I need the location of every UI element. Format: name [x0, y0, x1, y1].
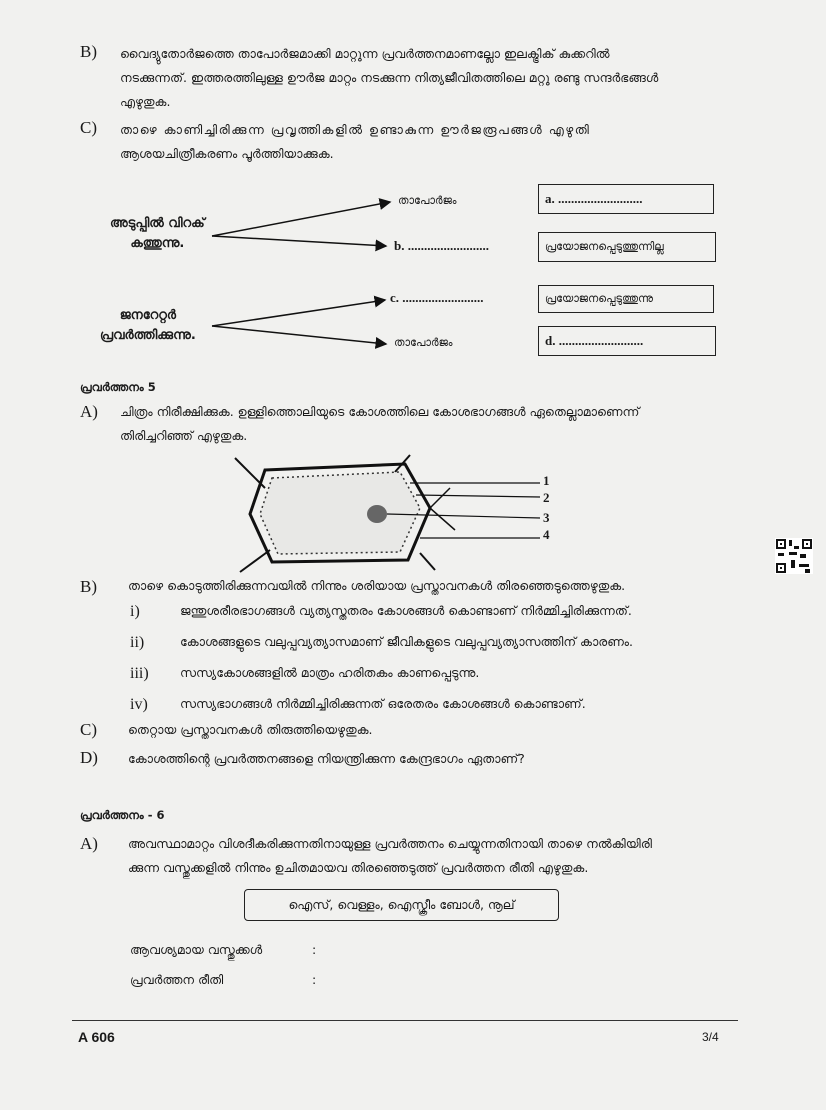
text-line: അടുപ്പിൽ വിറക്	[110, 216, 205, 231]
procedure-label: പ്രവർത്തന രീതി	[130, 972, 224, 987]
act6a-text	[128, 832, 748, 880]
text-line: പ്രവർത്തിക്കുന്നു.	[100, 328, 196, 343]
materials-box: ഐസ്, വെള്ളം, ഐസ്ക്രീം ബോൾ, നൂല്	[244, 889, 559, 921]
source-generator	[100, 306, 196, 346]
text-line: തിരിച്ചറിഞ്ഞ് എഴുതുക.	[120, 428, 248, 443]
act5a-text	[120, 400, 740, 448]
blank-b: b. .........................	[394, 238, 489, 253]
cell-label: 2	[543, 490, 550, 505]
act5d-text: കോശത്തിന്റെ പ്രവർത്തനങ്ങളെ നിയന്ത്രിക്കുന്ന കേന്ദ്രഭാഗം ഏതാണ്?	[128, 751, 525, 766]
statement-item	[130, 634, 633, 665]
q4c-label: C)	[80, 118, 97, 137]
activity-6-heading: പ്രവർത്തനം - 6	[80, 808, 165, 822]
required-materials-label: ആവശ്യമായ വസ്തുക്കൾ	[130, 942, 263, 957]
text-line: ജനറേറ്റർ	[119, 308, 177, 323]
source-firewood	[110, 214, 205, 254]
act5b-label: B)	[80, 577, 97, 596]
statement-text: സസ്യഭാഗങ്ങൾ നിർമ്മിച്ചിരിക്കുന്നത് ഒരേതരം കോശങ്ങൾ കൊണ്ടാണ്.	[180, 696, 586, 711]
page-number: 3/4	[702, 1030, 719, 1044]
statement-num: iv)	[130, 696, 148, 713]
qr-code	[775, 538, 813, 574]
text-line: ക്കുന്ന വസ്തുക്കളിൽ നിന്നും ഉചിതമായവ തിരഞ്ഞെടുത്ത് പ്രവർത്തന രീതി എഴുതുക.	[128, 860, 589, 875]
act5c-text: തെറ്റായ പ്രസ്താവനകൾ തിരുത്തിയെഴുതുക.	[128, 722, 373, 737]
cell-part-labels	[543, 472, 550, 543]
cell-label: 4	[543, 527, 550, 542]
text-line: ആശയചിത്രീകരണം പൂർത്തിയാക്കുക.	[120, 146, 334, 161]
text-line: അവസ്ഥാമാറ്റം വിശദീകരിക്കുന്നതിനായുള്ള പ്രവർത്തനം ചെയ്യുന്നതിനായി താഴെ നൽകിയിരി	[128, 836, 652, 851]
text-line: താഴെ കാണിച്ചിരിക്കുന്ന പ്രവൃത്തികളിൽ ഉണ്ടാകുന്ന ഊർജരൂപങ്ങൾ എഴുതി	[120, 122, 591, 137]
text-line: ചിത്രം നിരീക്ഷിക്കുക. ഉള്ളിത്തൊലിയുടെ കോശത്തിലെ കോശഭാഗങ്ങൾ ഏതെല്ലാമാണെന്ന്	[120, 404, 640, 419]
activity-5-heading: പ്രവർത്തനം 5	[80, 380, 156, 394]
cell-label: 1	[543, 473, 550, 488]
statement-item	[130, 665, 633, 696]
onion-cell-diagram	[220, 450, 560, 580]
act5d-label: D)	[80, 748, 98, 767]
text-line: നടക്കുന്നത്. ഇത്തരത്തിലുള്ള ഊർജ മാറ്റം നടക്കുന്ന നിത്യജീവിതത്തിലെ മറ്റു രണ്ടു സന്ദർഭങ്ങൾ	[120, 70, 659, 85]
statement-text: ജന്തുശരീരഭാഗങ്ങൾ വ്യത്യസ്തതരം കോശങ്ങൾ കൊണ്ടാണ് നിർമ്മിച്ചിരിക്കുന്നത്.	[180, 603, 632, 618]
statement-item	[130, 603, 633, 634]
paper-code: A 606	[78, 1029, 115, 1045]
colon: :	[312, 972, 317, 987]
box-a: a. ..........................	[538, 184, 714, 214]
q4b-label: B)	[80, 42, 97, 61]
arrow	[212, 202, 390, 236]
cytoplasm	[260, 472, 420, 554]
output-heat: താപോർജം	[398, 194, 457, 207]
act5b-text: താഴെ കൊടുത്തിരിക്കുന്നവയിൽ നിന്നും ശരിയായ പ്രസ്താവനകൾ തിരഞ്ഞെടുത്തെഴുതുക.	[128, 578, 626, 593]
act6a-label: A)	[80, 834, 98, 853]
footer-divider	[72, 1020, 738, 1021]
box-used: പ്രയോജനപ്പെടുത്തുന്നു	[538, 285, 714, 313]
statement-num: ii)	[130, 634, 145, 651]
nucleus	[367, 505, 387, 523]
text-line: വൈദ്യുതോർജത്തെ താപോർജമാക്കി മാറ്റുന്ന പ്രവർത്തനമാണല്ലോ ഇലക്ട്രിക് കുക്കറിൽ	[120, 46, 610, 61]
act5c-label: C)	[80, 720, 97, 739]
act5a-label: A)	[80, 402, 98, 421]
statement-num: i)	[130, 603, 140, 620]
cell-label: 3	[543, 510, 550, 525]
box-d: d. ..........................	[538, 326, 716, 356]
statement-num: iii)	[130, 665, 149, 682]
output-heat: താപോർജം	[394, 336, 453, 349]
blank-c: c. .........................	[390, 290, 484, 305]
text-line: എഴുതുക.	[120, 94, 171, 109]
statement-text: കോശങ്ങളുടെ വലുപ്പവ്യത്യാസമാണ് ജീവികളുടെ വലുപ്പവ്യത്യാസത്തിന് കാരണം.	[180, 634, 634, 649]
statement-text: സസ്യകോശങ്ങളിൽ മാത്രം ഹരിതകം കാണപ്പെടുന്നു.	[180, 665, 480, 680]
arrow	[212, 326, 386, 344]
arrow	[212, 236, 386, 246]
colon: :	[312, 942, 317, 957]
box-not-used: പ്രയോജനപ്പെടുത്തുന്നില്ല	[538, 232, 716, 262]
arrow	[212, 300, 385, 326]
text-line: കത്തുന്നു.	[130, 236, 185, 251]
statement-list	[130, 603, 633, 727]
